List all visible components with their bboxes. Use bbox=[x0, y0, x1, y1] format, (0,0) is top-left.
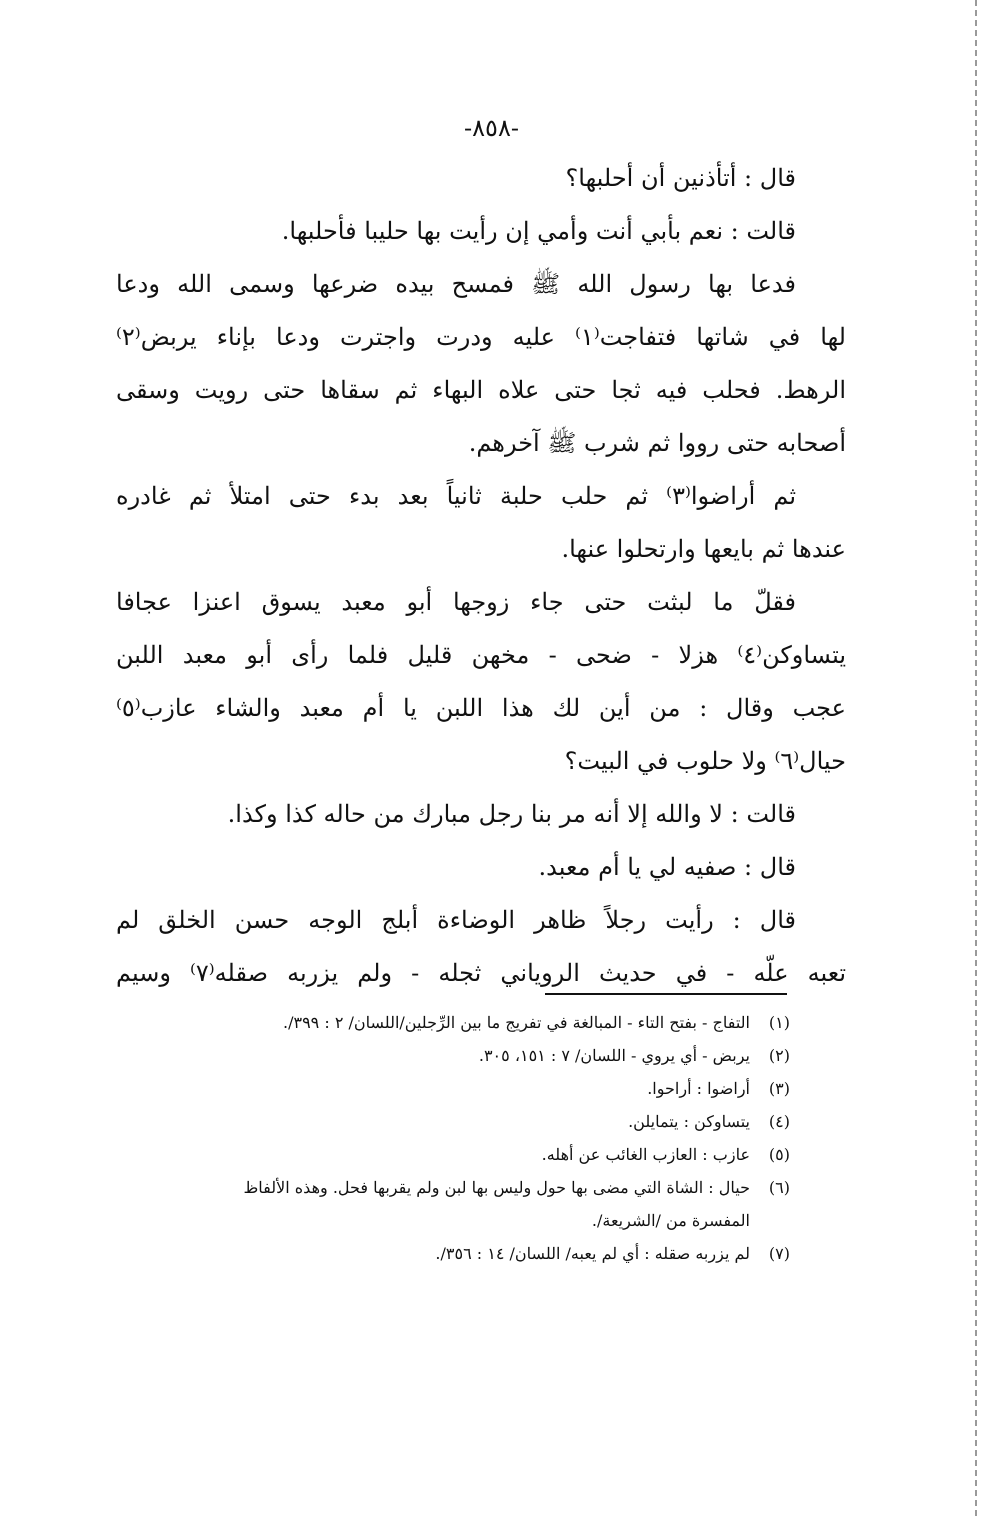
footnote bbox=[90, 1237, 790, 1270]
text-line: حيال⁽٦⁾ ولا حلوب في البيت؟ bbox=[564, 747, 846, 775]
text-line: الرهط. فحلب فيه ثجا حتى علاه البهاء ثم سقاها حتى رويت وسقى bbox=[116, 376, 846, 404]
footnote-text: لم يزربه صقله : أي لم يعبه/ اللسان/ ١٤ : ٣٥٦/. bbox=[435, 1244, 750, 1263]
footnote-number: (٢) bbox=[768, 1046, 790, 1065]
text-line: ثم أراضوا⁽٣⁾ ثم حلب حلبة ثانياً بعد بدء حتى امتلأ ثم غادره bbox=[116, 482, 796, 510]
footnote-text: التفاج - بفتح التاء - المبالغة في تفريج ما بين الرِّجلين/اللسان/ ٢ : ٣٩٩/. bbox=[282, 1013, 750, 1032]
page-number: -٨٥٨- bbox=[464, 114, 519, 142]
footnote-text: يربض - أي يروي - اللسان/ ٧ : ١٥١، ٣٠٥. bbox=[478, 1046, 750, 1065]
main-text bbox=[116, 152, 846, 1000]
text-line: يتساوكن⁽٤⁾ هزلا - ضحى - مخهن قليل فلما رأى أبو معبد اللبن bbox=[116, 641, 846, 669]
footnotes bbox=[90, 1006, 790, 1270]
footnote-number: (٣) bbox=[768, 1079, 790, 1098]
footnote-separator bbox=[545, 993, 787, 995]
footnote-text: عازب : العازب الغائب عن أهله. bbox=[541, 1145, 750, 1164]
footnote-text: حيال : الشاة التي مضى بها حول وليس بها لبن ولم يقربها فحل. وهذه الألفاظ bbox=[243, 1178, 750, 1197]
footnote-text: أراضوا : أراحوا. bbox=[647, 1079, 750, 1098]
footnote-text: يتساوكن : يتمايلن. bbox=[628, 1112, 750, 1131]
text-line: فقلّ ما لبثت حتى جاء زوجها أبو معبد يسوق اعنزا عجافا bbox=[116, 588, 796, 616]
footnote bbox=[90, 1171, 790, 1204]
text-line: فدعا بها رسول الله ﷺ فمسح بيده ضرعها وسمى الله ودعا bbox=[116, 270, 796, 298]
text-line: عجب وقال : من أين لك هذا اللبن يا أم معبد والشاء عازب⁽٥⁾ bbox=[116, 694, 846, 722]
text-line: قال : أتأذنين أن أحلبها؟ bbox=[565, 164, 796, 192]
footnote-number: (٦) bbox=[768, 1178, 790, 1197]
text-line: أصحابه حتى رووا ثم شرب ﷺ آخرهم. bbox=[468, 429, 846, 457]
footnote bbox=[90, 1105, 790, 1138]
footnote bbox=[90, 1006, 790, 1039]
text-line: قالت : لا والله إلا أنه مر بنا رجل مبارك من حاله كذا وكذا. bbox=[227, 800, 796, 828]
text-line: تعبه علّه - في حديث الروياني ثجله - ولم يزربه صقله⁽٧⁾ وسيم bbox=[116, 959, 846, 987]
footnote-number: (٥) bbox=[768, 1145, 790, 1164]
footnote bbox=[90, 1138, 790, 1171]
page-edge-shadow bbox=[975, 0, 977, 1517]
text-line: قال : صفيه لي يا أم معبد. bbox=[538, 853, 796, 881]
text-line: قال : رأيت رجلاً ظاهر الوضاءة أبلج الوجه حسن الخلق لم bbox=[116, 906, 796, 934]
footnote-number: (١) bbox=[768, 1013, 790, 1032]
text-line: قالت : نعم بأبي أنت وأمي إن رأيت بها حليبا فأحلبها. bbox=[281, 217, 796, 245]
footnote-number: (٧) bbox=[768, 1244, 790, 1263]
footnote bbox=[90, 1039, 790, 1072]
footnote-continuation: المفسرة من /الشريعة/. bbox=[591, 1211, 750, 1230]
footnote bbox=[90, 1072, 790, 1105]
text-line: لها في شاتها فتفاجت⁽١⁾ عليه ودرت واجترت ودعا بإناء يربض⁽٢⁾ bbox=[116, 323, 846, 351]
text-line: عندها ثم بايعها وارتحلوا عنها. bbox=[561, 535, 846, 563]
footnote-number: (٤) bbox=[768, 1112, 790, 1131]
